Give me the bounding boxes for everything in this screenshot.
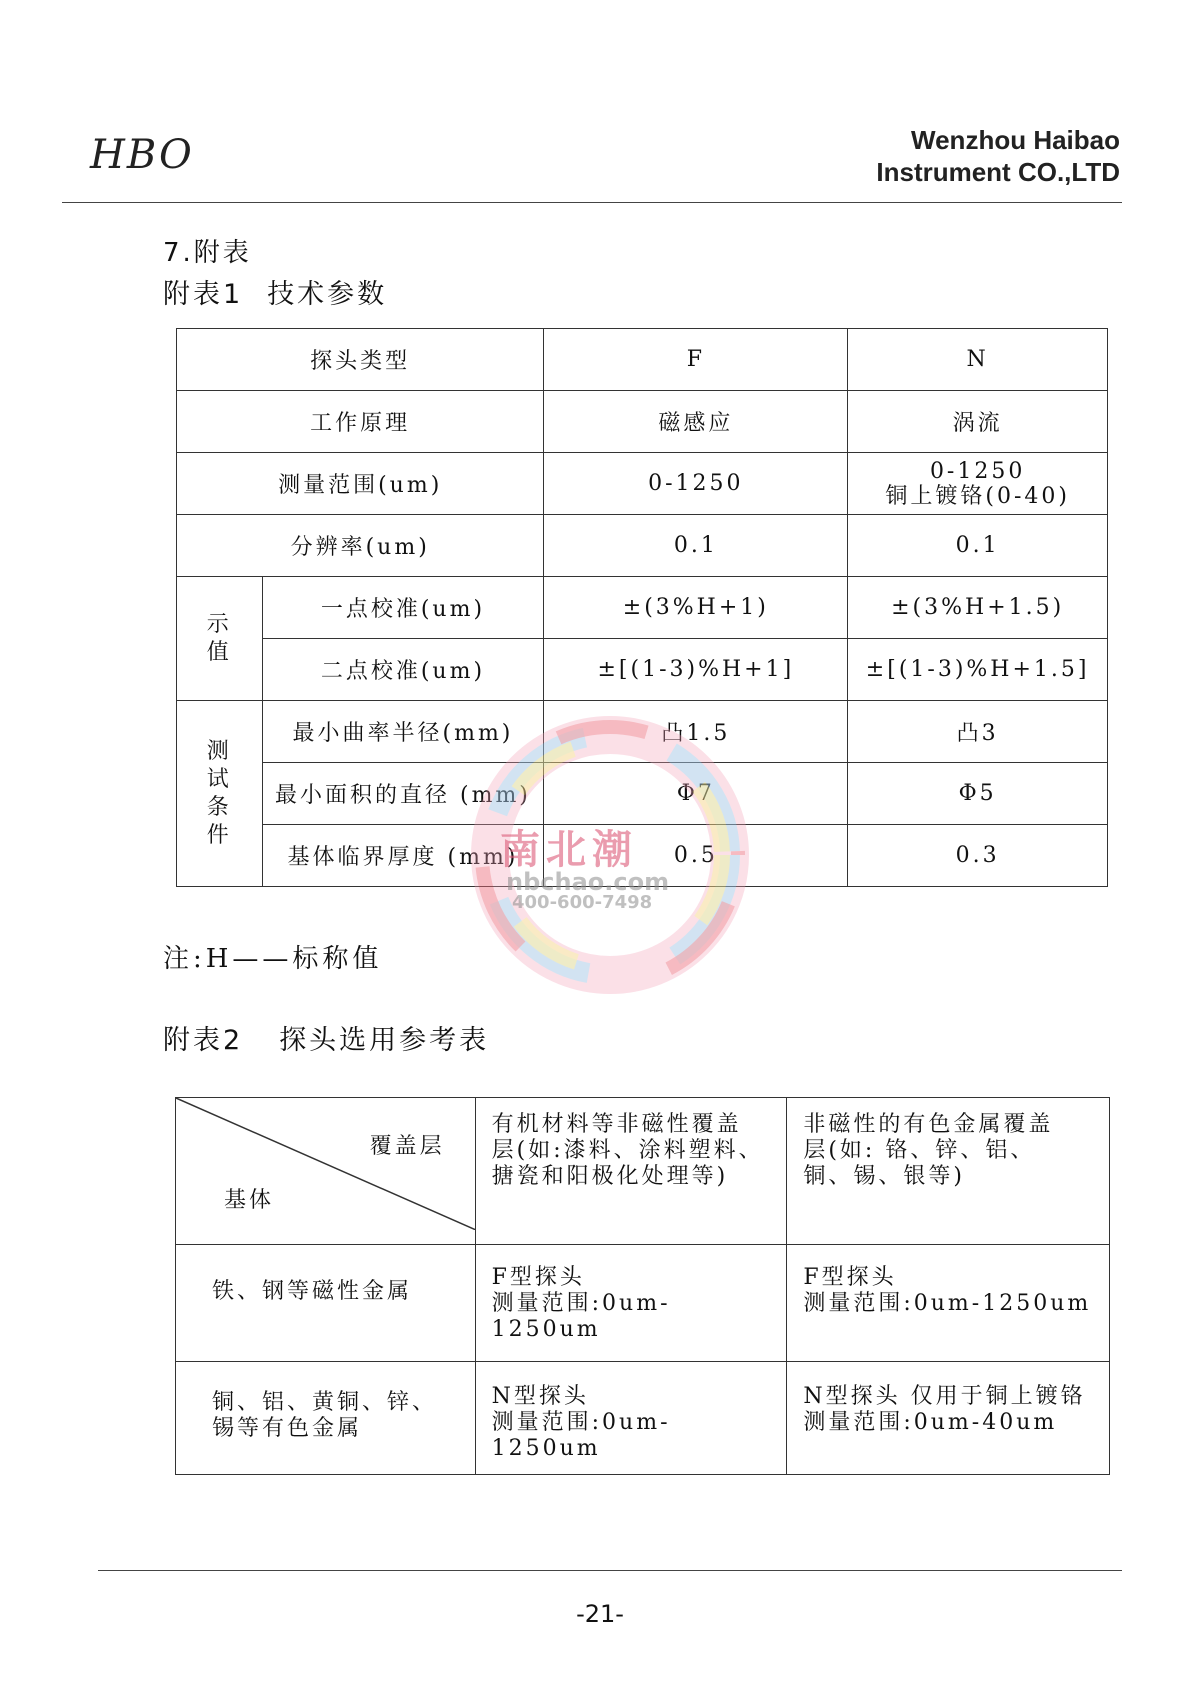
- table-cell: F: [544, 329, 848, 391]
- cell-line: 铜、铝、黄铜、锌、: [212, 1390, 438, 1415]
- group-label-char: 试: [206, 766, 232, 792]
- footer-divider: [98, 1570, 1122, 1571]
- group-label-char: 值: [206, 639, 232, 665]
- table-cell: 凸1.5: [544, 701, 848, 763]
- table-cell: 工作原理: [177, 391, 544, 453]
- table-row: [177, 391, 1108, 453]
- cell-line: 搪瓷和阳极化处理等): [491, 1164, 729, 1189]
- cell-line: 测量范围:0um-1250um: [803, 1291, 1092, 1316]
- cell-line: 测量范围:0um-1250um: [491, 1291, 671, 1342]
- table-cell: 基体临界厚度 (mm): [262, 825, 544, 887]
- section-title: 7.附表: [163, 238, 252, 268]
- table-cell: 0.3: [848, 825, 1108, 887]
- watermark-phone: 400-600-7498: [512, 892, 653, 913]
- cell-line: 测量范围:0um-1250um: [491, 1410, 671, 1461]
- substrate-header-label: 基体: [224, 1188, 275, 1213]
- table-row: [177, 515, 1108, 577]
- cell-line: F型探头: [803, 1265, 897, 1290]
- table-cell: 铁、钢等磁性金属: [176, 1245, 476, 1362]
- cell-line: 锡等有色金属: [212, 1416, 363, 1441]
- company-name-line2: Instrument CO.,LTD: [876, 157, 1120, 187]
- cell-line: F型探头: [491, 1265, 585, 1290]
- table-cell: [787, 1245, 1110, 1362]
- table2-title-number: 附表2: [163, 1025, 244, 1056]
- diagonal-header-cell: [176, 1098, 476, 1245]
- cell-line: 非磁性的有色金属覆盖: [803, 1112, 1054, 1137]
- cell-line: 有机材料等非磁性覆盖: [491, 1112, 742, 1137]
- watermark-brand: 南北潮: [500, 827, 638, 873]
- group-label-char: 测: [206, 738, 232, 764]
- group-label-char: 件: [206, 822, 232, 848]
- table-cell: ±(3%H+1.5): [848, 577, 1108, 639]
- company-logo: HBO: [90, 132, 194, 178]
- table-cell: [176, 1362, 476, 1475]
- coating-header-label: 覆盖层: [369, 1134, 445, 1159]
- group-label-indication: [177, 577, 263, 701]
- cell-line: 铜、锡、银等): [803, 1164, 965, 1189]
- table-cell: Φ5: [848, 763, 1108, 825]
- group-label-char: 条: [206, 794, 232, 820]
- table-row: [177, 763, 1108, 825]
- table-cell: N: [848, 329, 1108, 391]
- table-cell: [787, 1098, 1110, 1245]
- probe-selection-table: [175, 1097, 1110, 1475]
- table-row: [176, 1245, 1110, 1362]
- table-cell: ±(3%H+1): [544, 577, 848, 639]
- technical-parameters-table: [176, 328, 1108, 887]
- table-cell: [848, 453, 1108, 515]
- table-cell: 最小曲率半径(mm): [262, 701, 544, 763]
- table-cell: 二点校准(um): [262, 639, 544, 701]
- table-cell: 0-1250: [544, 453, 848, 515]
- table-cell: [475, 1098, 787, 1245]
- table-row: [177, 329, 1108, 391]
- group-label-test-conditions: [177, 701, 263, 887]
- table-row: [177, 453, 1108, 515]
- table-row: [177, 639, 1108, 701]
- table1-title-number: 附表1: [163, 279, 244, 310]
- cell-line: N型探头: [491, 1384, 589, 1409]
- table1-note: 注:H——标称值: [163, 944, 383, 974]
- table-row: [176, 1362, 1110, 1475]
- table-cell: ±[(1-3)%H+1]: [544, 639, 848, 701]
- table-cell: [475, 1362, 787, 1475]
- header-divider: [62, 202, 1122, 203]
- table-cell: 0.5: [544, 825, 848, 887]
- table-cell: 探头类型: [177, 329, 544, 391]
- table-row: [177, 577, 1108, 639]
- table1-title: [163, 272, 387, 311]
- table-cell: Φ7: [544, 763, 848, 825]
- table-cell: 磁感应: [544, 391, 848, 453]
- table-cell: ±[(1-3)%H+1.5]: [848, 639, 1108, 701]
- page-number: -21-: [576, 1600, 624, 1628]
- cell-line: 铜上镀铬(0-40): [885, 483, 1070, 509]
- cell-line: 0-1250: [929, 458, 1026, 484]
- diagonal-line: [176, 1098, 475, 1230]
- cell-line: N型探头 仅用于铜上镀铬: [803, 1384, 1086, 1409]
- table-row: [177, 701, 1108, 763]
- table-cell: 涡流: [848, 391, 1108, 453]
- watermark-url: nbchao.com: [506, 868, 670, 896]
- table1-title-text: 技术参数: [267, 279, 388, 310]
- group-label-char: 示: [206, 611, 232, 637]
- company-name-line1: Wenzhou Haibao: [911, 125, 1120, 155]
- cell-line: 层(如:漆料、涂料塑料、: [491, 1138, 764, 1163]
- table-cell: 凸3: [848, 701, 1108, 763]
- table-row: [176, 1098, 1110, 1245]
- table-cell: [475, 1245, 787, 1362]
- table-cell: 0.1: [848, 515, 1108, 577]
- table-cell: 0.1: [544, 515, 848, 577]
- table-cell: 一点校准(um): [262, 577, 544, 639]
- table-cell: 最小面积的直径 (mm): [262, 763, 544, 825]
- cell-line: 层(如: 铬、锌、铝、: [803, 1138, 1036, 1163]
- table2-title: [163, 1018, 489, 1057]
- table-cell: 分辨率(um): [177, 515, 544, 577]
- table-cell: [787, 1362, 1110, 1475]
- table-cell: 测量范围(um): [177, 453, 544, 515]
- cell-line: 测量范围:0um-40um: [803, 1410, 1058, 1435]
- table2-title-text: 探头选用参考表: [279, 1025, 490, 1056]
- company-name: [876, 124, 1120, 188]
